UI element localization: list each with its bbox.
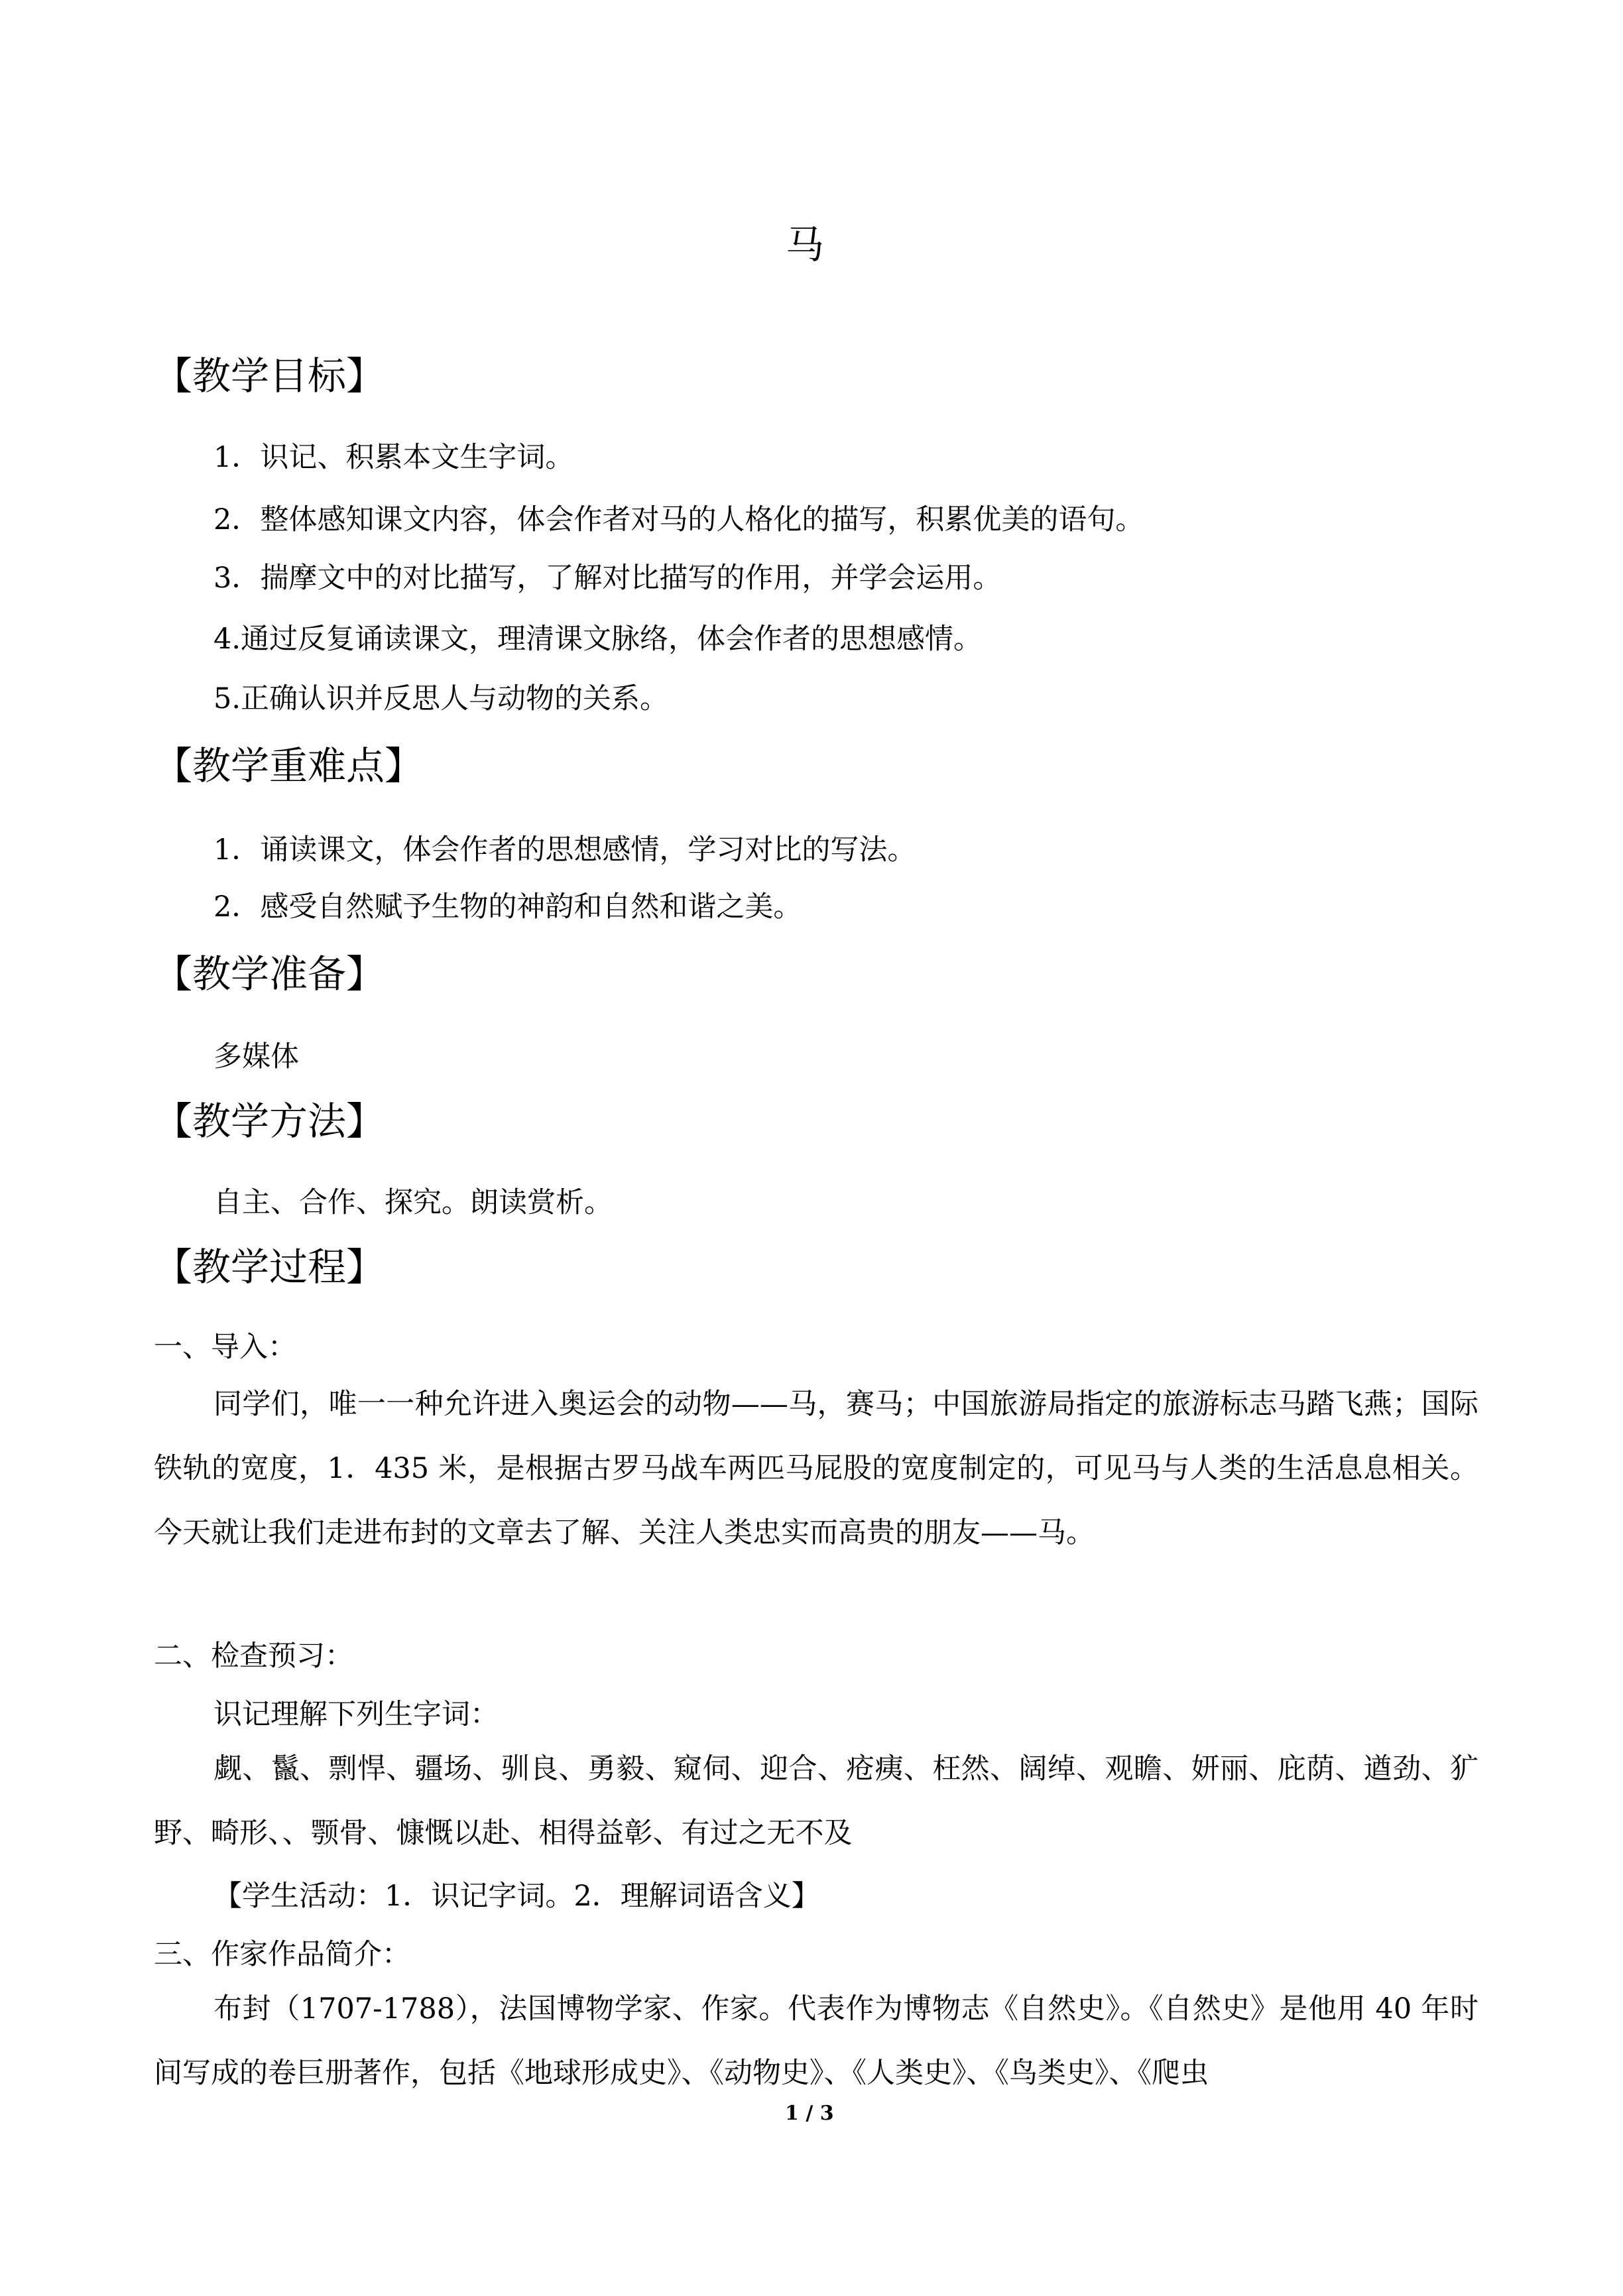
section-heading-methods: 【教学方法】 (154, 1099, 385, 1144)
section-heading-process: 【教学过程】 (154, 1244, 385, 1290)
section-heading-objectives: 【教学目标】 (154, 353, 385, 398)
author-intro-paragraph: 布封（1707-1788），法国博物学家、作家。代表作为博物志《自然史》。《自然史》是他用 40 年时间写成的卷巨册著作，包括《地球形成史》、《动物史》、《人类史》、《鸟类史》、《爬虫 (154, 1992, 1478, 2090)
key-point-item-1: 1．诵读课文，体会作者的思想感情，学习对比的写法。 (213, 833, 916, 867)
objective-item-1: 1．识记、积累本文生字词。 (213, 441, 574, 474)
objective-item-3: 3．揣摩文中的对比描写，了解对比描写的作用，并学会运用。 (213, 562, 1002, 595)
key-point-item-2: 2．感受自然赋予生物的神韵和自然和谐之美。 (213, 890, 802, 924)
objective-item-2: 2．整体感知课文内容，体会作者对马的人格化的描写，积累优美的语句。 (213, 503, 1144, 536)
process-part2-heading: 二、检查预习： (154, 1640, 353, 1673)
vocab-intro: 识记理解下列生字词： (213, 1698, 499, 1731)
page-title: 马 (786, 222, 825, 267)
section-heading-key-points: 【教学重难点】 (154, 743, 424, 788)
objective-item-5: 5.正确认识并反思人与动物的关系。 (213, 682, 669, 715)
preparation-text: 多媒体 (213, 1040, 299, 1073)
methods-text: 自主、合作、探究。朗读赏析。 (213, 1186, 613, 1219)
vocab-word-list: 觑、鬣、剽悍、疆场、驯良、勇毅、窥伺、迎合、疮痍、枉然、阔绰、观瞻、妍丽、庇荫、遒劲、犷野、畸形、、颚骨、慷慨以赴、相得益彰、有过之无不及 (154, 1752, 1478, 1850)
objective-item-4: 4.通过反复诵读课文，理清课文脉络，体会作者的思想感情。 (213, 623, 983, 656)
intro-paragraph: 同学们，唯一一种允许进入奥运会的动物——马，赛马；中国旅游局指定的旅游标志马踏飞燕；国际铁轨的宽度，1．435 米，是根据古罗马战车两匹马屁股的宽度制定的，可见马与人类的生活息息相关。今天就让我们走进布封的文章去了解、关注人类忠实而高贵的朋友——马。 (154, 1388, 1478, 1549)
page-number: 1 / 3 (785, 2102, 834, 2125)
section-heading-preparation: 【教学准备】 (154, 951, 385, 997)
process-part3-heading: 三、作家作品简介： (154, 1938, 410, 1971)
student-activity: 【学生活动：1．识记字词。2．理解词语含义】 (213, 1880, 820, 1913)
process-part1-heading: 一、导入： (154, 1331, 296, 1364)
